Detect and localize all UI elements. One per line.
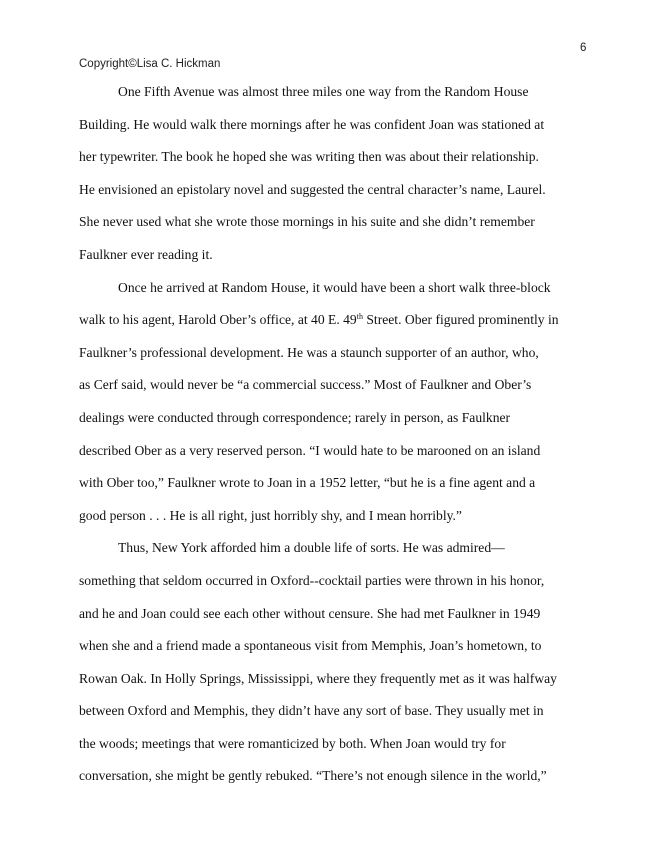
text-line: and he and Joan could see each other without censure. She had met Faulkner in 1949: [79, 605, 541, 621]
text-line: the woods; meetings that were romanticized by both. When Joan would try for: [79, 735, 506, 751]
text-line: Faulkner ever reading it.: [79, 246, 213, 262]
page-number: 6: [580, 42, 587, 54]
text-line: Rowan Oak. In Holly Springs, Mississippi, where they frequently met as it was halfway: [79, 670, 557, 686]
text-line: as Cerf said, would never be “a commercial success.” Most of Faulkner and Ober’s: [79, 377, 532, 393]
text-line: when she and a friend made a spontaneous visit from Memphis, Joan’s hometown, to: [79, 638, 542, 654]
text-line: Once he arrived at Random House, it would have been a short walk three-block: [118, 279, 551, 295]
text-line: good person . . . He is all right, just horribly shy, and I mean horribly.”: [79, 507, 462, 523]
text-line: Faulkner’s professional development. He was a staunch supporter of an author, who,: [79, 344, 539, 360]
text-fragment: Street. Ober figured prominently in: [362, 312, 559, 328]
text-fragment: walk to his agent, Harold Ober’s office, at 40 E. 49: [79, 312, 357, 328]
text-line: He envisioned an epistolary novel and suggested the central character’s name, Laurel.: [79, 181, 546, 197]
copyright-header: Copyright©Lisa C. Hickman: [79, 58, 221, 70]
body-text: [79, 76, 591, 793]
paragraph-2: [79, 272, 591, 533]
text-line: She never used what she wrote those mornings in his suite and she didn’t remember: [79, 214, 535, 230]
text-line: between Oxford and Memphis, they didn’t have any sort of base. They usually met in: [79, 703, 544, 719]
paragraph-1: [79, 76, 591, 272]
text-line: Building. He would walk there mornings after he was confident Joan was stationed at: [79, 116, 545, 132]
text-line: conversation, she might be gently rebuked. “There’s not enough silence in the world,”: [79, 768, 547, 784]
text-line: her typewriter. The book he hoped she was writing then was about their relationship.: [79, 149, 539, 165]
text-line: something that seldom occurred in Oxford--cocktail parties were thrown in his honor,: [79, 572, 545, 588]
text-line: with Ober too,” Faulkner wrote to Joan in a 1952 letter, “but he is a fine agent and a: [79, 475, 536, 491]
text-line: dealings were conducted through correspondence; rarely in person, as Faulkner: [79, 409, 511, 425]
text-line: described Ober as a very reserved person. “I would hate to be marooned on an island: [79, 442, 541, 458]
text-line: Thus, New York afforded him a double life of sorts. He was admired—: [118, 540, 505, 556]
text-line: One Fifth Avenue was almost three miles one way from the Random House: [118, 84, 529, 99]
text-line: [79, 304, 591, 337]
paragraph-3: [79, 532, 591, 793]
superscript: th: [356, 312, 363, 322]
